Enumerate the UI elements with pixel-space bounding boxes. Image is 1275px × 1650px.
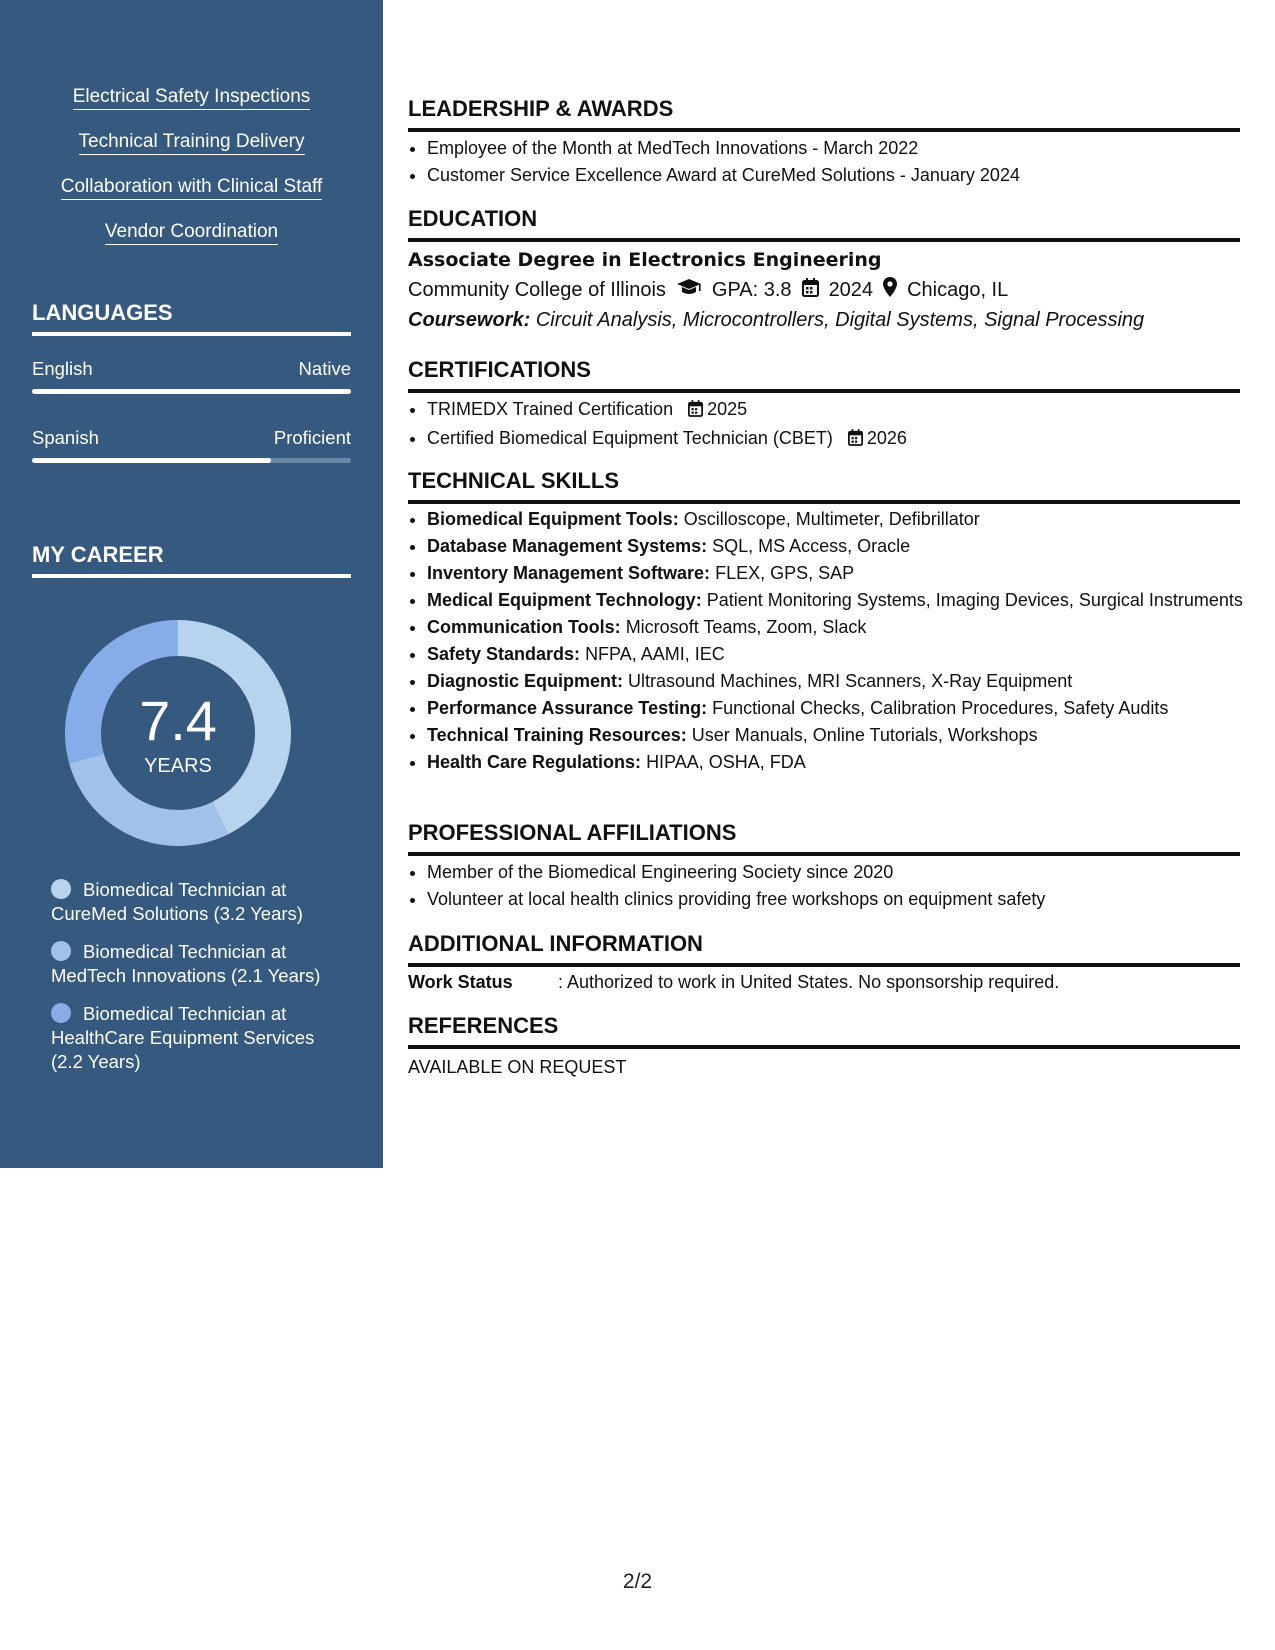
education-details xyxy=(408,277,1240,303)
work-status-label: Work Status xyxy=(408,972,513,992)
language-name: English xyxy=(32,358,93,379)
page-number: 2/2 xyxy=(622,1570,653,1593)
work-status-row xyxy=(408,972,1240,993)
calendar-icon xyxy=(802,278,819,303)
gpa: GPA: 3.8 xyxy=(711,278,792,301)
list-item: • Customer Service Excellence Award at CureMed Solutions - January 2024 xyxy=(427,162,1259,189)
references-heading: REFERENCES xyxy=(408,1013,1240,1049)
list-item: • Member of the Biomedical Engineering Society since 2020 xyxy=(427,859,1259,886)
language-level: Proficient xyxy=(273,427,351,448)
career-donut-chart xyxy=(63,618,293,848)
coursework-label: Coursework: xyxy=(408,309,531,331)
legend-dot xyxy=(51,879,71,899)
calendar-icon xyxy=(688,398,703,425)
list-item: • Certified Biomedical Equipment Technician (CBET) 2026 xyxy=(427,425,1259,454)
skill-tag: Collaboration with Clinical Staff xyxy=(0,176,383,198)
list-item: • Performance Assurance Testing: Functional Checks, Calibration Procedures, Safety Audits xyxy=(427,696,1259,720)
career-heading: MY CAREER xyxy=(32,542,351,578)
list-item: • Safety Standards: NFPA, AAMI, IEC xyxy=(427,642,1259,666)
list-item: • TRIMEDX Trained Certification 2025 xyxy=(427,396,1259,425)
list-item: • Database Management Systems: SQL, MS Access, Oracle xyxy=(427,534,1259,558)
leadership-list xyxy=(408,135,1259,189)
certifications-list xyxy=(408,396,1259,454)
list-item: • Biomedical Equipment Tools: Oscilloscope, Multimeter, Defibrillator xyxy=(427,507,1259,531)
list-item: • Volunteer at local health clinics providing free workshops on equipment safety xyxy=(427,886,1259,913)
language-row xyxy=(32,358,351,380)
list-item: • Diagnostic Equipment: Ultrasound Machines, MRI Scanners, X-Ray Equipment xyxy=(427,669,1259,693)
skill-tag: Vendor Coordination xyxy=(0,221,383,243)
list-item: • Inventory Management Software: FLEX, GPS, SAP xyxy=(427,561,1259,585)
language-level: Native xyxy=(298,358,351,379)
language-bar xyxy=(32,458,351,463)
education-block xyxy=(408,249,1240,332)
skill-tag: Technical Training Delivery xyxy=(0,131,383,153)
calendar-icon xyxy=(848,427,863,454)
education-heading: EDUCATION xyxy=(408,206,1240,242)
career-total: 7.4 xyxy=(139,689,217,752)
career-item: Biomedical Technician at HealthCare Equipment Services (2.2 Years) xyxy=(51,1003,315,1072)
language-bar-fill xyxy=(32,458,271,463)
career-item: Biomedical Technician at MedTech Innovations (2.1 Years) xyxy=(51,941,321,986)
skill-tag: Electrical Safety Inspections xyxy=(0,86,383,108)
location-pin-icon xyxy=(883,277,897,303)
language-row xyxy=(32,427,351,449)
list-item: • Medical Equipment Technology: Patient Monitoring Systems, Imaging Devices, Surgical Instruments xyxy=(427,588,1259,612)
language-bar xyxy=(32,389,351,394)
career-item: Biomedical Technician at CureMed Solutions (3.2 Years) xyxy=(51,879,303,924)
coursework xyxy=(408,309,1240,332)
legend-dot xyxy=(51,941,71,961)
affiliations-heading: PROFESSIONAL AFFILIATIONS xyxy=(408,820,1240,856)
work-status-value: : Authorized to work in United States. No sponsorship required. xyxy=(558,972,1060,992)
language-name: Spanish xyxy=(32,427,99,448)
languages-heading: LANGUAGES xyxy=(32,300,351,336)
school-name: Community College of Illinois xyxy=(408,278,666,301)
legend-dot xyxy=(51,1003,71,1023)
additional-info-heading: ADDITIONAL INFORMATION xyxy=(408,931,1240,967)
affiliations-list xyxy=(408,859,1259,913)
technical-skills-list xyxy=(408,507,1259,777)
graduation-cap-icon xyxy=(676,278,702,302)
language-bar-fill xyxy=(32,389,351,394)
degree-title: Associate Degree in Electronics Engineering xyxy=(408,249,882,271)
list-item: • Health Care Regulations: HIPAA, OSHA, FDA xyxy=(427,750,1259,774)
graduation-year: 2024 xyxy=(828,278,874,301)
list-item: • Technical Training Resources: User Manuals, Online Tutorials, Workshops xyxy=(427,723,1259,747)
list-item: • Employee of the Month at MedTech Innovations - March 2022 xyxy=(427,135,1259,162)
list-item: • Communication Tools: Microsoft Teams, Zoom, Slack xyxy=(427,615,1259,639)
technical-skills-heading: TECHNICAL SKILLS xyxy=(408,468,1240,504)
references-text: AVAILABLE ON REQUEST xyxy=(408,1057,627,1077)
career-unit: YEARS xyxy=(144,755,212,777)
certifications-heading: CERTIFICATIONS xyxy=(408,357,1240,393)
leadership-heading: LEADERSHIP & AWARDS xyxy=(408,96,1240,132)
sidebar xyxy=(0,0,383,1168)
coursework-list: Circuit Analysis, Microcontrollers, Digital Systems, Signal Processing xyxy=(535,309,1145,331)
school-location: Chicago, IL xyxy=(907,278,1009,301)
